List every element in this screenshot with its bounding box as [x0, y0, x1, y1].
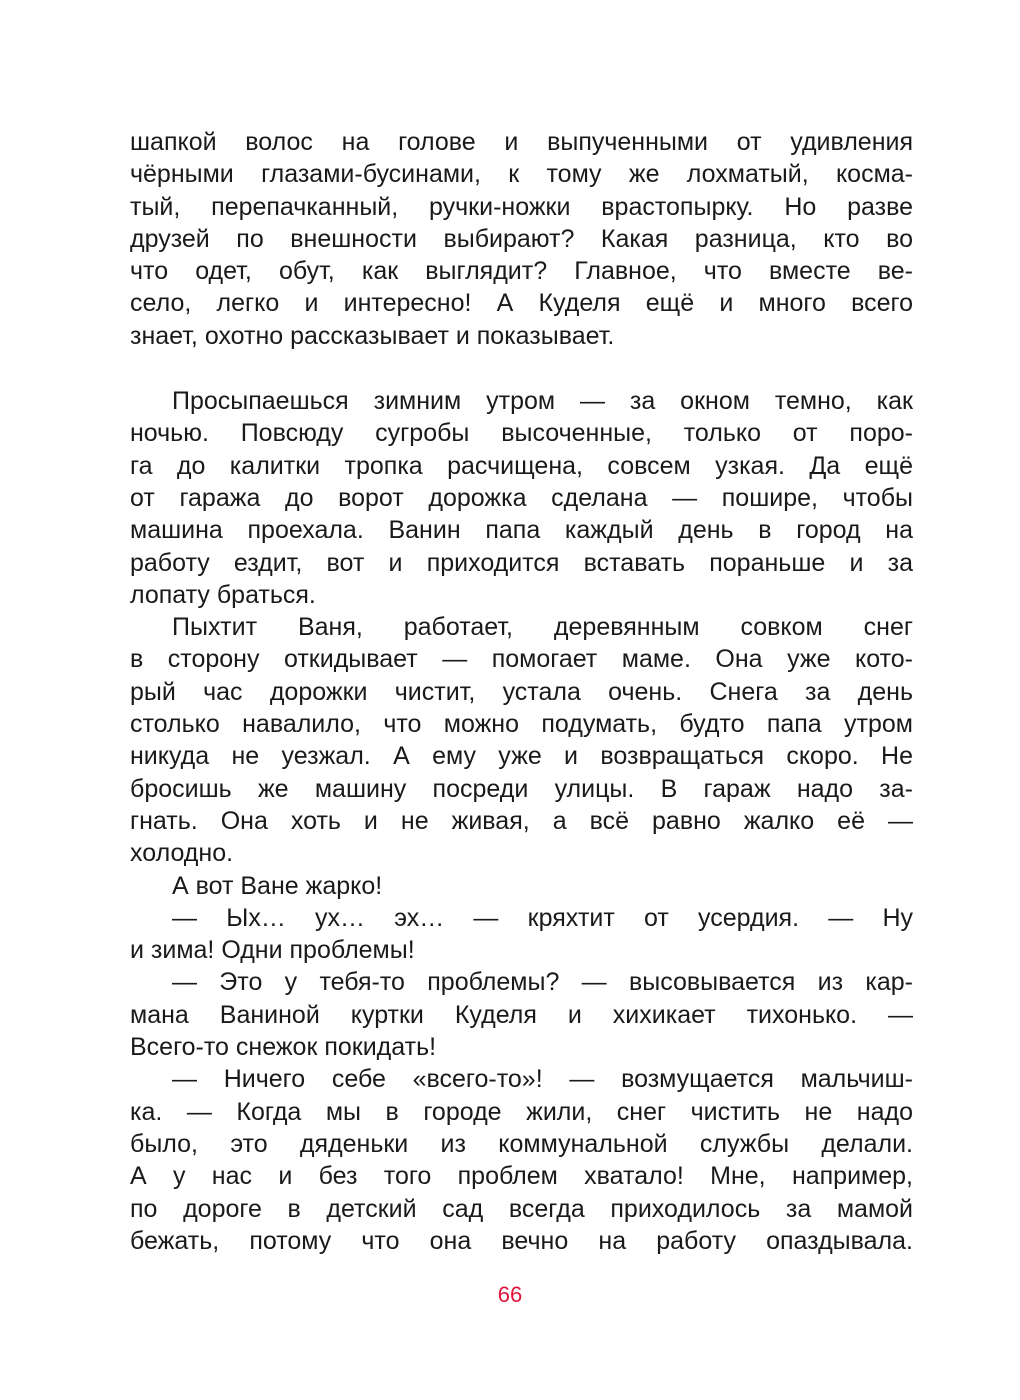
text-line: знает, охотно рассказывает и показывает.	[130, 321, 615, 350]
text-line: ночью. Повсюду сугробы высоченные, только от поро-	[130, 419, 913, 448]
text-line: Просыпаешься зимним утром — за окном темно, как	[172, 387, 913, 416]
section-gap	[130, 352, 913, 385]
paragraph	[130, 902, 913, 967]
text-line: было, это дяденьки из коммунальной службы делали.	[130, 1129, 913, 1158]
paragraph	[130, 1063, 913, 1257]
text-line: — Это у тебя-то проблемы? — высовывается из кар-	[172, 968, 913, 997]
text-line: и зима! Одни проблемы!	[130, 936, 415, 965]
paragraph	[130, 385, 913, 611]
text-line: машина проехала. Ванин папа каждый день в город на	[130, 516, 913, 545]
text-line: столько навалило, что можно подумать, будто папа утром	[130, 710, 913, 739]
text-line: — Ых… ух… эх… — кряхтит от усердия. — Ну	[172, 903, 913, 932]
page-number: 66	[497, 1282, 523, 1307]
paragraph	[130, 870, 913, 902]
text-line: мана Ваниной куртки Куделя и хихикает тихонько. —	[130, 1000, 913, 1029]
text-line: лопату браться.	[130, 580, 316, 609]
text-line: работу ездит, вот и приходится вставать пораньше и за	[130, 548, 913, 577]
text-line: бросишь же машину посреди улицы. В гараж надо за-	[130, 774, 913, 803]
text-line: А вот Ване жарко!	[172, 871, 383, 900]
text-line: ка. — Когда мы в городе жили, снег чистить не надо	[130, 1097, 913, 1126]
paragraph	[130, 126, 913, 352]
text-line: что одет, обут, как выглядит? Главное, что вместе ве-	[130, 257, 913, 286]
text-line: шапкой волос на голове и выпученными от удивления	[130, 128, 913, 156]
paragraph	[130, 611, 913, 869]
text-line: гнать. Она хоть и не живая, а всё равно жалко её —	[130, 806, 913, 835]
text-line: тый, перепачканный, ручки-ножки врастопырку. Но разве	[130, 192, 913, 221]
text-line: А у нас и без того проблем хватало! Мне, например,	[130, 1162, 913, 1191]
text-line: друзей по внешности выбирают? Какая разница, кто во	[130, 224, 913, 253]
text-line: Пыхтит Ваня, работает, деревянным совком снег	[172, 613, 913, 642]
text-line: чёрными глазами-бусинами, к тому же лохматый, косма-	[130, 160, 913, 189]
text-line: — Ничего себе «всего-то»! — возмущается мальчиш-	[172, 1065, 913, 1094]
text-line: рый час дорожки чистит, устала очень. Снега за день	[130, 677, 913, 706]
text-line: по дороге в детский сад всегда приходилось за мамой	[130, 1194, 913, 1223]
text-line: бежать, потому что она вечно на работу опаздывала.	[130, 1226, 913, 1255]
text-line: га до калитки тропка расчищена, совсем узкая. Да ещё	[130, 451, 913, 480]
text-line: село, легко и интересно! А Куделя ещё и много всего	[130, 289, 913, 318]
paragraph	[130, 966, 913, 1063]
text-line: от гаража до ворот дорожка сделана — пошире, чтобы	[130, 483, 913, 512]
page-body	[130, 126, 913, 1257]
text-line: в сторону откидывает — помогает маме. Она уже кото-	[130, 645, 913, 674]
text-line: холодно.	[130, 839, 234, 868]
text-line: Всего-то снежок покидать!	[130, 1033, 437, 1062]
text-line: никуда не уезжал. А ему уже и возвращаться скоро. Не	[130, 742, 913, 771]
